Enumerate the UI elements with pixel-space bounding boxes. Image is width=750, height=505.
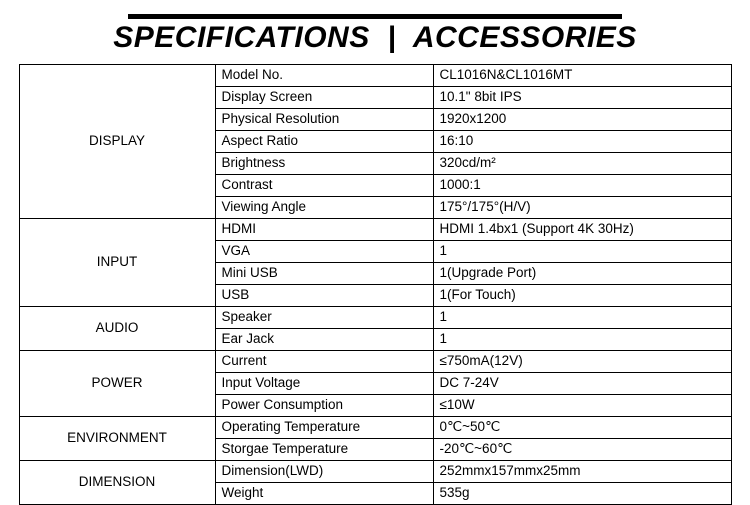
table-row (19, 307, 731, 329)
value-cell: 252mmx157mmx25mm (433, 461, 731, 483)
param-cell: Display Screen (215, 87, 433, 109)
value-cell: 1(For Touch) (433, 285, 731, 307)
param-cell: Storgae Temperature (215, 439, 433, 461)
param-cell: Speaker (215, 307, 433, 329)
value-cell: 1 (433, 241, 731, 263)
value-cell: 1(Upgrade Port) (433, 263, 731, 285)
param-cell: Contrast (215, 175, 433, 197)
value-cell: 535g (433, 483, 731, 505)
category-cell-input: INPUT (19, 219, 215, 307)
table-row (19, 461, 731, 483)
page-header (55, 0, 695, 55)
value-cell: ≤750mA(12V) (433, 351, 731, 373)
value-cell: CL1016N&CL1016MT (433, 65, 731, 87)
value-cell: 0℃~50℃ (433, 417, 731, 439)
param-cell: Viewing Angle (215, 197, 433, 219)
param-cell: Mini USB (215, 263, 433, 285)
param-cell: Brightness (215, 153, 433, 175)
param-cell: Ear Jack (215, 329, 433, 351)
value-cell: 10.1" 8bit IPS (433, 87, 731, 109)
param-cell: HDMI (215, 219, 433, 241)
specifications-table (19, 64, 732, 505)
category-cell-display: DISPLAY (19, 65, 215, 219)
category-cell-environment: ENVIRONMENT (19, 417, 215, 461)
category-cell-dimension: DIMENSION (19, 461, 215, 505)
value-cell: ≤10W (433, 395, 731, 417)
table-row (19, 417, 731, 439)
page-title: SPECIFICATIONS | ACCESSORIES (113, 21, 637, 54)
value-cell: 1 (433, 307, 731, 329)
param-cell: VGA (215, 241, 433, 263)
value-cell: DC 7-24V (433, 373, 731, 395)
param-cell: Physical Resolution (215, 109, 433, 131)
specifications-table-body (19, 65, 731, 505)
param-cell: Dimension(LWD) (215, 461, 433, 483)
param-cell: Current (215, 351, 433, 373)
param-cell: Input Voltage (215, 373, 433, 395)
param-cell: Model No. (215, 65, 433, 87)
value-cell: 320cd/m² (433, 153, 731, 175)
table-row (19, 65, 731, 87)
param-cell: Weight (215, 483, 433, 505)
value-cell: 1000:1 (433, 175, 731, 197)
value-cell: 1 (433, 329, 731, 351)
category-cell-audio: AUDIO (19, 307, 215, 351)
table-row (19, 219, 731, 241)
value-cell: -20℃~60℃ (433, 439, 731, 461)
category-cell-power: POWER (19, 351, 215, 417)
title-rule (128, 14, 622, 19)
param-cell: Power Consumption (215, 395, 433, 417)
param-cell: USB (215, 285, 433, 307)
table-row (19, 351, 731, 373)
param-cell: Operating Temperature (215, 417, 433, 439)
value-cell: 16:10 (433, 131, 731, 153)
param-cell: Aspect Ratio (215, 131, 433, 153)
value-cell: 175°/175°(H/V) (433, 197, 731, 219)
value-cell: 1920x1200 (433, 109, 731, 131)
value-cell: HDMI 1.4bx1 (Support 4K 30Hz) (433, 219, 731, 241)
